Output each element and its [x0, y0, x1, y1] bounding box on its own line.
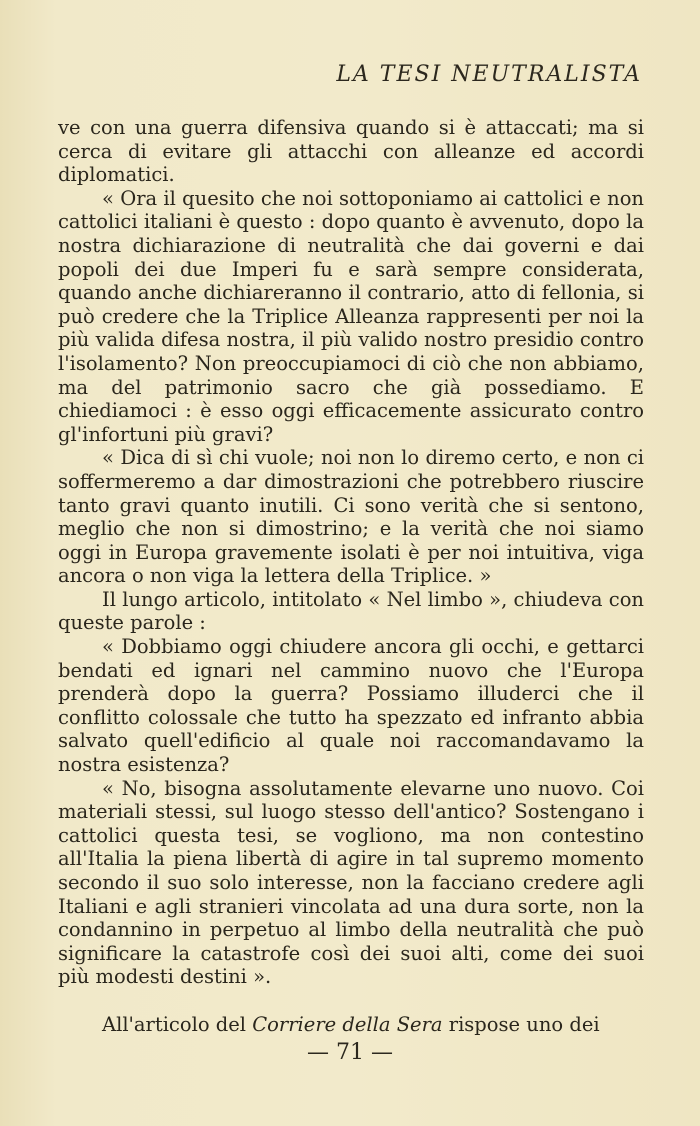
paragraph: « Dobbiamo oggi chiudere ancora gli occhi, e gettarci bendati ed ignari nel cammino nuovo che l'Europa prenderà dopo la guerra? Possiamo illuderci che il conflitto colossale che tutto ha spezzato ed infranto abbia salvato quell'edificio al quale noi raccomandavamo la nostra esistenza? — [58, 635, 644, 777]
paragraph: « Ora il quesito che noi sottoponiamo ai cattolici e non cattolici italiani è questo : dopo quanto è avvenuto, dopo la nostra dichiarazione di neutralità che dai governi e dai popoli dei due Imperi fu e sarà sempre considerata, quando anche dichiareranno il contrario, atto di fellonia, si può credere che la Triplice Alleanza rappresenti per noi la più valida difesa nostra, il più valido nostro presidio contro l'isolamento? Non preoccupiamoci di ciò che non abbiamo, ma del patrimonio sacro che già possediamo. E chiediamoci : è esso oggi efficacemente assicurato contro gl'infortuni più gravi? — [58, 186, 644, 446]
text-run: All'articolo del — [102, 1012, 253, 1036]
newspaper-title: Corriere della Sera — [252, 1012, 443, 1036]
paragraph: « Dica di sì chi vuole; noi non lo diremo certo, e non ci soffermeremo a dar dimostrazioni che potrebbero riuscire tanto gravi quanto inutili. Ci sono verità che si sentono, meglio che non si dimostrino; e la verità che noi siamo oggi in Europa gravemente isolati è per noi intuitiva, viga ancora o non viga la lettera della Triplice. » — [58, 446, 644, 588]
page-number: — 71 — — [307, 1040, 393, 1065]
paragraph: ve con una guerra difensiva quando si è attaccati; ma si cerca di evitare gli attacchi con alleanze ed accordi diplomatici. — [58, 116, 644, 187]
paragraph: Il lungo articolo, intitolato « Nel limbo », chiudeva con queste parole : — [58, 587, 644, 635]
paragraph-gap — [58, 989, 644, 1013]
text-run: rispose uno dei — [442, 1012, 600, 1036]
paragraph — [58, 1013, 644, 1037]
running-title: LA TESI NEUTRALISTA — [336, 62, 642, 87]
paragraph: « No, bisogna assolutamente elevarne uno nuovo. Coi materiali stessi, sul luogo stesso dell'antico? Sostengano i cattolici questa tesi, se vogliono, ma non contestino all'Italia la piena libertà di agire in tal supremo momento secondo il suo solo interesse, non la facciano credere agli Italiani e agli stranieri vincolata ad una dura sorte, non la condannino in perpetuo al limbo della neutralità che può significare la catastrofe così dei suoi alti, come dei suoi più modesti destini ». — [58, 776, 644, 989]
body-text — [58, 116, 644, 1037]
